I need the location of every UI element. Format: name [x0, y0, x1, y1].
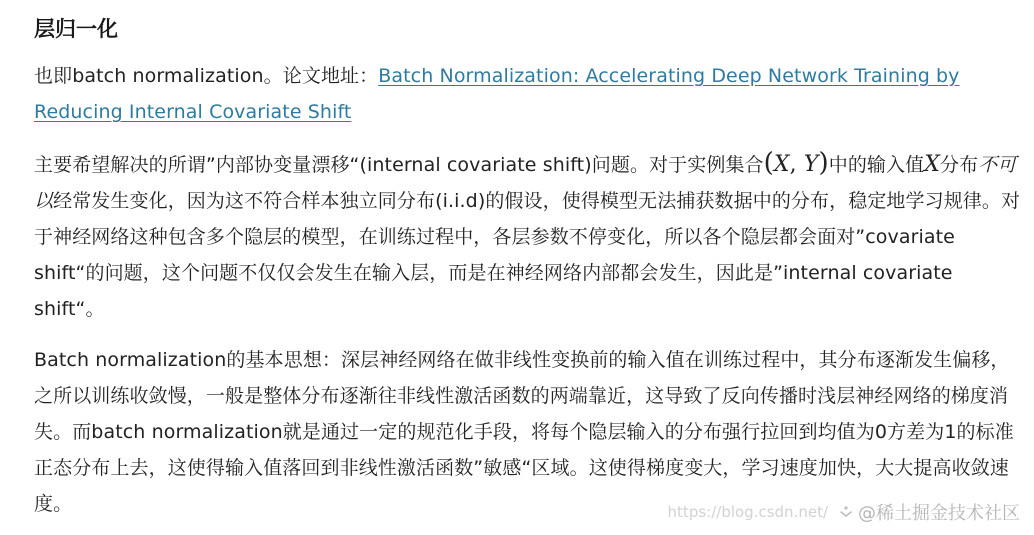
shift-text-2: 中的输入值: [828, 154, 925, 176]
watermark: [668, 499, 1020, 525]
shift-text-3: 分布: [940, 154, 979, 176]
basic-idea-paragraph: Batch normalization的基本思想：深层神经网络在做非线性变换前的输入值在训练过程中，其分布逐渐发生偏移，之所以训练收敛慢，一般是整体分布逐渐往非线性激活函数的两端靠近，这导致了反向传播时浅层神经网络的梯度消失。而batch normalization就是通过一定的规范化手段，将每个隐层输入的分布强行拉回到均值为0方差为1的标准正态分布上去，这使得输入值落回到非线性激活函数”敏感“区域。这使得梯度变大，学习速度加快，大大提高收敛速度。: [34, 349, 1014, 515]
intro-text: 也即batch normalization。论文地址：: [34, 65, 379, 87]
watermark-brand: @稀土掘金技术社区: [858, 503, 1020, 524]
juejin-logo-icon: [838, 504, 854, 520]
article-body: [34, 10, 1024, 522]
section-heading: 层归一化: [34, 17, 118, 41]
intro-paragraph: [34, 58, 1024, 130]
math-y: Y: [803, 152, 819, 177]
math-comma: ,: [789, 152, 797, 177]
watermark-url: https://blog.csdn.net/: [667, 503, 828, 521]
emphasis-text: 不可以: [34, 154, 1017, 212]
math-input-x: X: [924, 152, 941, 177]
covariate-shift-paragraph: [34, 145, 1024, 327]
math-x: X: [773, 152, 790, 177]
math-instance-set: (X, Y): [763, 148, 829, 178]
shift-text-1: 主要希望解决的所谓”内部协变量漂移“(internal covariate shift)问题。对于实例集合: [34, 154, 764, 176]
shift-text-4: 经常发生变化，因为这不符合样本独立同分布(i.i.d)的假设，使得模型无法捕获数据中的分布，稳定地学习规律。对于神经网络这种包含多个隐层的模型，在训练过程中，各层参数不停变化，所以各个隐层都会面对”covariate shift“的问题，这个问题不仅仅会发生在输入层，而是在神经网络内部都会发生，因此是”internal covariate shift“。: [34, 190, 1021, 320]
paper-link[interactable]: Batch Normalization: Accelerating Deep Network Training by Reducing Internal Covariate Shift: [34, 65, 960, 123]
